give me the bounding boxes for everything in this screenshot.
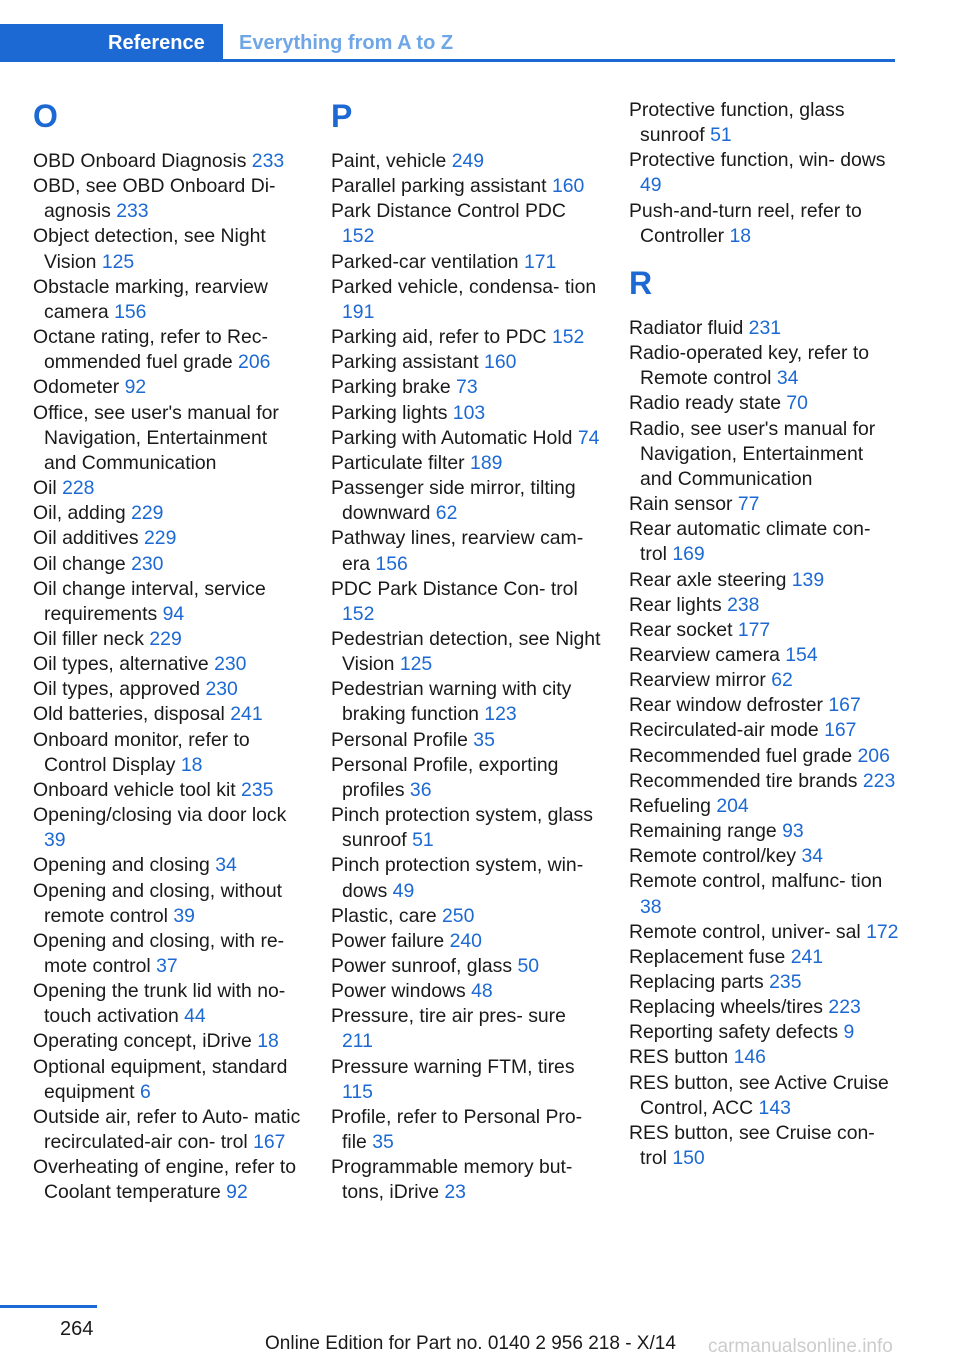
index-entry: [331, 375, 601, 400]
index-entry-text: RES button, see Cruise con‑ trol: [629, 1121, 875, 1170]
index-entry-text: Oil filler neck: [33, 627, 144, 650]
page-reference-link[interactable]: 211: [342, 1030, 373, 1053]
index-entry: [331, 979, 601, 1004]
page-reference-link[interactable]: 233: [116, 200, 149, 223]
index-entry-text: Odometer: [33, 376, 120, 399]
index-entry: [331, 149, 601, 174]
page-reference-link[interactable]: 156: [375, 552, 408, 575]
index-entry-text: Oil types, approved: [33, 678, 201, 701]
index-entry-text: Oil change interval, service requirements: [33, 577, 266, 625]
index-entry: [629, 970, 899, 995]
index-entry: [629, 1020, 899, 1045]
index-entry: [33, 174, 303, 224]
header-rule: [223, 59, 895, 62]
index-entry: [629, 1121, 899, 1171]
index-entry: [331, 1105, 601, 1155]
index-entry-text: Personal Profile, exporting profiles: [331, 753, 559, 801]
index-entry-text: Remote control, malfunc‑ tion: [629, 870, 883, 893]
page-reference-link[interactable]: 92: [226, 1181, 248, 1204]
page-reference-link[interactable]: 152: [551, 326, 585, 349]
page-reference-link[interactable]: 250: [442, 904, 475, 927]
index-entry-text: Operating concept, iDrive: [33, 1030, 252, 1053]
index-entry-text: Oil types, alternative: [33, 653, 209, 676]
page-reference-link[interactable]: 51: [710, 124, 732, 147]
index-entry: [629, 492, 899, 517]
index-entry-text: Parked-car ventilation: [331, 250, 519, 273]
page-reference-link[interactable]: 233: [251, 150, 285, 172]
page-reference-link[interactable]: 230: [214, 653, 247, 676]
page-reference-link[interactable]: 167: [253, 1131, 286, 1154]
page-reference-link[interactable]: 123: [484, 703, 517, 726]
index-entry-text: Onboard monitor, refer to Control Display: [33, 728, 250, 776]
page-reference-link[interactable]: 143: [758, 1096, 791, 1119]
page-reference-link[interactable]: 228: [62, 477, 95, 500]
page-reference-link[interactable]: 103: [452, 401, 486, 424]
index-entry-text: Rear axle steering: [629, 568, 787, 591]
index-entry-text: Power failure: [331, 929, 445, 952]
index-entry: [629, 568, 899, 593]
index-entry-text: Pathway lines, rearview cam‑ era: [331, 527, 584, 575]
index-entry: [629, 668, 899, 693]
index-letter-heading: O: [33, 98, 58, 134]
index-entry-text: Rear automatic climate con‑ trol: [629, 518, 871, 566]
page-reference-link[interactable]: 150: [672, 1147, 705, 1170]
index-entry: [331, 526, 601, 576]
index-entry: [331, 1055, 601, 1105]
index-entry-text: Octane rating, refer to Rec‑ ommended fuel grade: [33, 326, 268, 374]
index-entry-text: Parking brake: [331, 376, 451, 399]
index-entry: [331, 401, 601, 426]
header-section-tab: Reference: [0, 24, 223, 62]
index-entry-text: Obstacle marking, rearview camera: [33, 275, 268, 323]
index-entry-text: Onboard vehicle tool kit: [33, 778, 236, 801]
index-entry: [629, 920, 899, 945]
index-entry-text: Programmable memory but‑ tons, iDrive: [331, 1156, 573, 1204]
page-reference-link[interactable]: 171: [523, 250, 557, 273]
index-entry: [33, 728, 303, 778]
index-entry: [331, 325, 601, 350]
index-entry: [33, 1055, 303, 1105]
index-entry: [331, 350, 601, 375]
index-entry-text: Rearview mirror: [629, 669, 766, 692]
page-reference-link[interactable]: 39: [173, 904, 195, 927]
index-entry-text: Pressure, tire air pres‑ sure: [331, 1005, 566, 1028]
index-entry-text: Rain sensor: [629, 493, 733, 516]
page-reference-link[interactable]: 49: [392, 879, 415, 902]
page-reference-link[interactable]: 223: [828, 996, 861, 1019]
page-reference-link[interactable]: 18: [729, 224, 752, 247]
index-entry-text: Radiator fluid: [629, 316, 744, 339]
index-entry-text: OBD Onboard Diagnosis: [33, 150, 247, 172]
page-reference-link[interactable]: 167: [824, 719, 857, 742]
index-entry-text: Personal Profile: [331, 728, 468, 751]
index-entry-text: OBD, see OBD Onboard Di‑ agnosis: [33, 175, 276, 223]
page-reference-link[interactable]: 167: [828, 694, 861, 717]
page-reference-link[interactable]: 73: [456, 376, 478, 399]
index-entry-text: Recommended tire brands: [629, 769, 858, 792]
index-entry: [331, 677, 601, 727]
index-column-3: [629, 98, 899, 1171]
index-entry-text: Particulate filter: [331, 451, 465, 474]
page-reference-link[interactable]: 23: [444, 1181, 466, 1204]
index-entry: [331, 853, 601, 903]
index-entry-text: Reporting safety defects: [629, 1021, 839, 1044]
index-entry: [331, 250, 601, 275]
page-number: 264: [60, 1318, 94, 1340]
page-reference-link[interactable]: 62: [435, 502, 458, 525]
index-entry: [33, 702, 303, 727]
index-entry-text: Parking assistant: [331, 351, 479, 374]
page-reference-link[interactable]: 152: [342, 225, 375, 248]
index-entry-text: Power windows: [331, 980, 466, 1003]
index-entry-text: Parking aid, refer to PDC: [331, 326, 547, 349]
watermark: carmanualsonline.info: [708, 1336, 893, 1357]
index-entry: [331, 954, 601, 979]
index-entry: [331, 426, 601, 451]
index-entry: [629, 316, 899, 341]
page-reference-link[interactable]: 9: [843, 1021, 855, 1044]
index-entry-text: Parallel parking assistant: [331, 175, 547, 198]
index-entry: [629, 148, 899, 198]
index-entry: [33, 879, 303, 929]
page-reference-link[interactable]: 146: [733, 1046, 766, 1069]
index-entry: [629, 417, 899, 492]
index-entry-text: Paint, vehicle: [331, 150, 447, 172]
index-entry: [629, 593, 899, 618]
index-entry: [33, 1029, 303, 1054]
index-entry-text: Recommended fuel grade: [629, 744, 853, 767]
index-entry-text: Plastic, care: [331, 904, 437, 927]
index-entry-text: Opening the trunk lid with no- touch activation: [33, 980, 286, 1028]
page-reference-link[interactable]: 229: [144, 527, 177, 550]
index-entry-text: Passenger side mirror, tilting downward: [331, 477, 576, 525]
index-entry: [629, 844, 899, 869]
index-entry: [33, 853, 303, 878]
index-entry: [33, 224, 303, 274]
page-reference-link[interactable]: 206: [857, 744, 890, 767]
index-entry: [331, 1155, 601, 1205]
index-entry: [629, 341, 899, 391]
index-entry: [33, 275, 303, 325]
index-entry-text: Rear window defroster: [629, 694, 823, 717]
page-reference-link[interactable]: 156: [114, 300, 147, 323]
page-reference-link[interactable]: 223: [862, 769, 896, 792]
page-reference-link[interactable]: 44: [184, 1005, 206, 1028]
index-entry: [331, 627, 601, 677]
page-reference-link[interactable]: 172: [866, 920, 899, 943]
page-reference-link[interactable]: 231: [748, 316, 782, 339]
index-entry-text: Pedestrian warning with city braking function: [331, 678, 572, 726]
page-reference-link[interactable]: 39: [44, 829, 66, 852]
index-entry-text: Object detection, see Night Vision: [33, 225, 266, 273]
index-entry-text: Oil change: [33, 552, 126, 575]
index-entry: [33, 929, 303, 979]
page-reference-link[interactable]: 249: [451, 150, 485, 172]
header-chapter-title: Everything from A to Z: [239, 32, 454, 54]
page-reference-link[interactable]: 49: [640, 174, 662, 197]
index-entry-text: Office, see user's manual for Navigation, Entertainment and Communication: [33, 401, 279, 474]
index-entry: [33, 149, 303, 174]
page-reference-link[interactable]: 235: [241, 778, 274, 801]
index-entry: [629, 517, 899, 567]
page-reference-link[interactable]: 94: [162, 602, 185, 625]
index-entry-text: Park Distance Control PDC: [331, 200, 566, 223]
index-entry: [331, 174, 601, 199]
index-entry-text: Remote control/key: [629, 845, 797, 868]
index-entry: [33, 325, 303, 375]
index-entry: [629, 794, 899, 819]
index-entry-text: Pressure warning FTM, tires: [331, 1055, 575, 1078]
index-entry: [629, 1071, 899, 1121]
page-reference-link[interactable]: 235: [769, 971, 802, 993]
index-letter-heading: P: [331, 98, 353, 134]
page-reference-link[interactable]: 115: [342, 1080, 373, 1103]
index-entry-text: Protective function, win‑ dows: [629, 149, 886, 172]
page-reference-link[interactable]: 169: [672, 543, 705, 566]
index-entry-text: Oil, adding: [33, 502, 126, 525]
page-reference-link[interactable]: 160: [551, 175, 585, 198]
page-header: [0, 0, 895, 62]
index-entry-text: Oil: [33, 477, 57, 500]
page-reference-link[interactable]: 125: [399, 653, 433, 676]
index-entry-text: Parking with Automatic Hold: [331, 426, 573, 449]
index-letter-heading: R: [629, 264, 653, 301]
index-entry-text: Optional equipment, standard equipment: [33, 1055, 288, 1103]
page-reference-link[interactable]: 189: [470, 451, 503, 474]
page-reference-link[interactable]: 48: [471, 980, 493, 1003]
page-reference-link[interactable]: 241: [790, 945, 824, 968]
index-entry: [33, 501, 303, 526]
index-entry: [331, 199, 601, 249]
index-entry-text: Pinch protection system, glass sunroof: [331, 804, 593, 852]
index-entry: [33, 577, 303, 627]
index-entry-text: Opening/closing via door lock: [33, 804, 287, 827]
page-reference-link[interactable]: 229: [131, 502, 164, 525]
index-entry-text: Parked vehicle, condensa‑ tion: [331, 275, 597, 298]
index-entry: [629, 391, 899, 416]
page-reference-link[interactable]: 139: [791, 568, 825, 591]
page-reference-link[interactable]: 230: [205, 678, 238, 701]
index-entry-text: Old batteries, disposal: [33, 703, 225, 726]
index-entry: [331, 275, 601, 325]
index-column-2: [331, 98, 601, 1206]
index-entry: [331, 451, 601, 476]
index-entry-text: Outside air, refer to Auto‑ matic recirculated-air con‑ trol: [33, 1105, 301, 1154]
page-reference-link[interactable]: 70: [786, 392, 808, 415]
index-entry-text: Radio, see user's manual for Navigation, Entertainment and Communication: [629, 417, 876, 490]
page-reference-link[interactable]: 35: [372, 1131, 394, 1154]
index-entry: [629, 869, 899, 919]
page-reference-link[interactable]: 35: [473, 728, 495, 751]
index-entry-text: RES button, see Active Cruise Control, ACC: [629, 1071, 889, 1119]
index-entry-text: Radio-operated key, refer to Remote control: [629, 342, 869, 390]
index-entry: [33, 1155, 303, 1205]
page-reference-link[interactable]: 50: [517, 955, 540, 977]
index-entry: [629, 769, 899, 794]
page-reference-link[interactable]: 18: [257, 1030, 279, 1053]
index-entry: [331, 476, 601, 526]
index-entry-text: Protective function, glass sunroof: [629, 99, 845, 147]
page-reference-link[interactable]: 93: [782, 820, 804, 843]
index-column-1: [33, 98, 303, 1206]
page-reference-link[interactable]: 34: [776, 367, 799, 390]
page-reference-link[interactable]: 241: [230, 703, 263, 726]
index-entry-text: Recirculated-air mode: [629, 719, 819, 742]
index-entry-text: Rear lights: [629, 593, 722, 616]
index-entry-text: Replacement fuse: [629, 945, 786, 968]
index-entry: [33, 476, 303, 501]
index-entry-text: Parking lights: [331, 401, 448, 424]
page-reference-link[interactable]: 6: [139, 1080, 151, 1103]
index-entry-text: Overheating of engine, refer to Coolant temperature: [33, 1156, 297, 1204]
index-entry-text: Remaining range: [629, 820, 777, 843]
index-entry: [629, 819, 899, 844]
page-reference-link[interactable]: 62: [771, 669, 793, 692]
index-entry: [629, 945, 899, 970]
page-reference-link[interactable]: 204: [716, 794, 749, 817]
page-reference-link[interactable]: 38: [640, 895, 662, 918]
index-entry: [629, 1045, 899, 1070]
index-entry: [331, 929, 601, 954]
index-entry-text: Power sunroof, glass: [331, 955, 513, 977]
index-entry: [629, 643, 899, 668]
index-entry: [33, 627, 303, 652]
index-entry-text: Pinch protection system, win‑ dows: [331, 854, 584, 902]
page-reference-link[interactable]: 230: [131, 552, 164, 575]
index-entry: [33, 552, 303, 577]
index-entry: [629, 744, 899, 769]
index-entry: [33, 778, 303, 803]
page-reference-link[interactable]: 51: [412, 829, 434, 852]
index-entry-text: PDC Park Distance Con‑ trol: [331, 577, 578, 600]
index-entry: [331, 904, 601, 929]
index-entry-text: Opening and closing: [33, 854, 210, 877]
page-reference-link[interactable]: 37: [156, 955, 178, 977]
page-reference-link[interactable]: 77: [737, 493, 760, 516]
index-entry-text: Radio ready state: [629, 392, 781, 415]
page-reference-link[interactable]: 125: [101, 250, 135, 273]
index-entry: [33, 526, 303, 551]
page-reference-link[interactable]: 154: [785, 643, 818, 666]
page-reference-link[interactable]: 74: [577, 426, 600, 449]
page-reference-link[interactable]: 191: [342, 300, 375, 323]
index-entry-text: Remote control, univer‑ sal: [629, 920, 861, 943]
index-entry-text: Pedestrian detection, see Night Vision: [331, 627, 601, 676]
page-reference-link[interactable]: 240: [449, 929, 482, 952]
page-reference-link[interactable]: 36: [409, 778, 432, 801]
page-reference-link[interactable]: 229: [149, 627, 182, 650]
index-entry: [629, 98, 899, 148]
index-entry-text: Oil additives: [33, 527, 139, 550]
index-entry-text: Opening and closing, with re‑ mote control: [33, 929, 285, 977]
index-entry: [629, 618, 899, 643]
index-entry: [33, 401, 303, 476]
index-entry: [33, 979, 303, 1029]
page-reference-link[interactable]: 206: [238, 351, 271, 374]
page-reference-link[interactable]: 152: [342, 602, 375, 625]
index-entry: [331, 753, 601, 803]
index-entry-text: Rearview camera: [629, 643, 780, 666]
footer-rule: [0, 1305, 97, 1308]
page-reference-link[interactable]: 34: [215, 854, 237, 877]
edition-note: Online Edition for Part no. 0140 2 956 218 - X/14: [265, 1333, 676, 1354]
index-entry-text: Replacing wheels/tires: [629, 996, 824, 1019]
index-entry-text: Opening and closing, without remote control: [33, 879, 283, 927]
index-entry: [331, 728, 601, 753]
index-entry-text: Rear socket: [629, 618, 733, 641]
index-entry: [33, 375, 303, 400]
index-entry-text: Replacing parts: [629, 971, 764, 993]
index-entry-text: RES button: [629, 1046, 729, 1069]
index-entry: [33, 652, 303, 677]
index-entry: [629, 199, 899, 249]
page-reference-link[interactable]: 34: [801, 845, 824, 868]
index-entry: [629, 995, 899, 1020]
index-entry: [33, 803, 303, 853]
index-entry: [33, 677, 303, 702]
page-reference-link[interactable]: 238: [727, 593, 760, 616]
index-entry: [331, 577, 601, 627]
index-entry-text: Profile, refer to Personal Pro‑ file: [331, 1105, 583, 1154]
page-reference-link[interactable]: 160: [484, 351, 517, 374]
index-entry: [33, 1105, 303, 1155]
index-entry-text: Push-and-turn reel, refer to Controller: [629, 199, 862, 247]
page-reference-link[interactable]: 177: [737, 618, 771, 641]
index-entry: [629, 718, 899, 743]
page-reference-link[interactable]: 18: [180, 753, 203, 776]
index-entry: [331, 1004, 601, 1054]
index-entry-text: Refueling: [629, 794, 711, 817]
index-entry: [331, 803, 601, 853]
page-reference-link[interactable]: 92: [124, 376, 147, 399]
index-entry: [629, 693, 899, 718]
